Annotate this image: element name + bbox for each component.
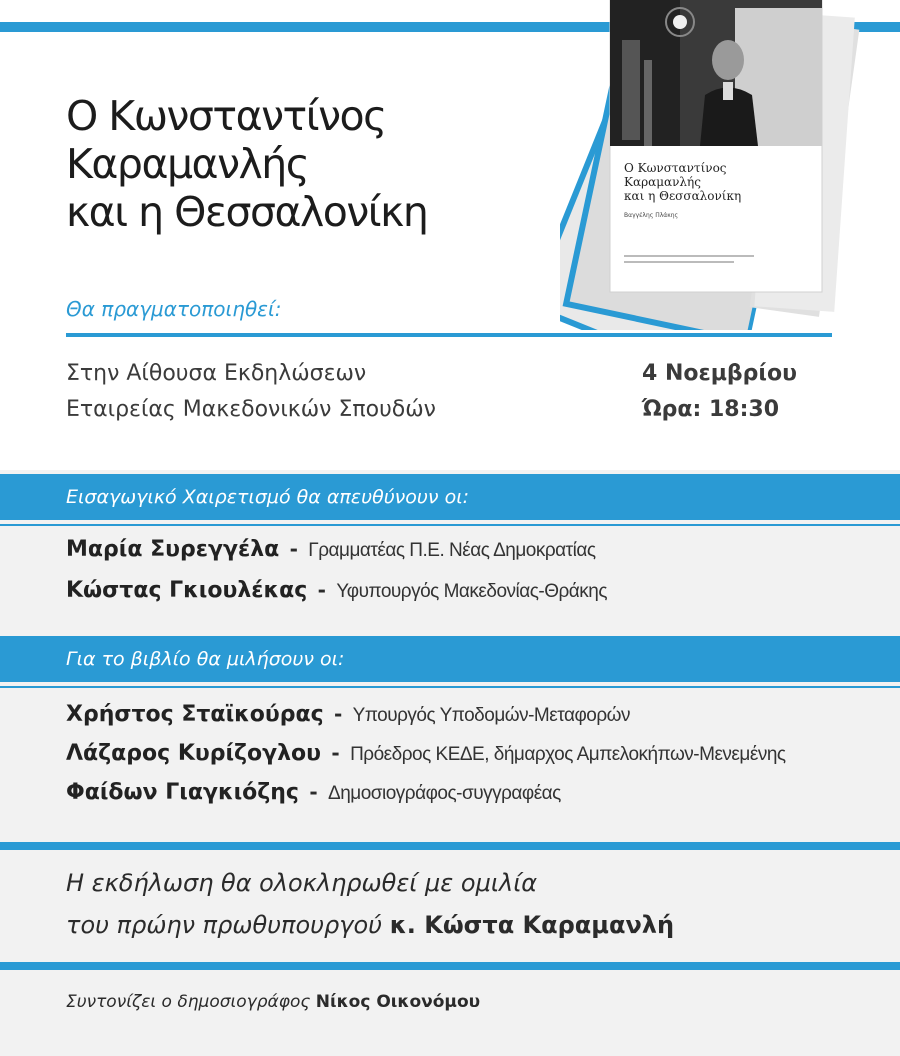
speakers-heading: Για το βιβλίο θα μιλήσουν οι: xyxy=(66,648,345,670)
svg-text:Ο Κωνσταντίνος: Ο Κωνσταντίνος xyxy=(624,161,727,175)
speaker-row xyxy=(66,741,786,766)
venue-place xyxy=(66,356,436,428)
closing-line-2 xyxy=(66,904,674,946)
speaker-row xyxy=(66,702,630,727)
title-line-3: και η Θεσσαλονίκη xyxy=(66,188,428,236)
greetings-heading: Εισαγωγικό Χαιρετισμό θα απευθύνουν οι: xyxy=(66,486,470,508)
greetings-band-line xyxy=(0,524,900,526)
person-role: Γραμματέας Π.Ε. Νέας Δημοκρατίας xyxy=(308,540,596,561)
greeter-row xyxy=(66,537,596,562)
moderator-line xyxy=(66,992,480,1012)
speaker-row xyxy=(66,780,561,805)
venue-line-2: Εταιρείας Μακεδονικών Σπουδών xyxy=(66,397,436,422)
event-date: 4 Νοεμβρίου xyxy=(642,361,797,386)
separator: - xyxy=(317,578,326,602)
moderator-name: Νίκος Οικονόμου xyxy=(315,992,481,1012)
book-cover-image xyxy=(560,0,900,330)
venue-line-1: Στην Αίθουσα Εκδηλώσεων xyxy=(66,361,367,386)
speakers-band xyxy=(0,636,900,682)
event-title xyxy=(66,92,586,236)
person-name: Λάζαρος Κυρίζογλου xyxy=(66,741,322,766)
closing-remarks xyxy=(66,862,674,946)
venue-heading: Θα πραγματοποιηθεί: xyxy=(66,297,282,321)
separator: - xyxy=(331,741,340,765)
person-role: Δημοσιογράφος-συγγραφέας xyxy=(328,783,561,804)
closing-line-2-prefix: του πρώην πρωθυπουργού xyxy=(66,911,383,939)
title-line-1: Ο Κωνσταντίνος xyxy=(66,92,386,140)
separator: - xyxy=(289,537,298,561)
person-name: Χρήστος Σταϊκούρας xyxy=(66,702,324,727)
separator: - xyxy=(309,780,318,804)
svg-text:Καραμανλής: Καραμανλής xyxy=(624,175,701,189)
greetings-band xyxy=(0,474,900,520)
separator: - xyxy=(333,702,343,726)
person-name: Κώστας Γκιουλέκας xyxy=(66,578,308,603)
closing-top-rule xyxy=(0,842,900,850)
title-line-2: Καραμανλής xyxy=(66,140,309,188)
person-name: Φαίδων Γιαγκιόζης xyxy=(66,780,299,805)
greeter-row xyxy=(66,578,607,603)
person-role: Υπουργός Υποδομών-Μεταφορών xyxy=(352,705,630,726)
svg-text:και η Θεσσαλονίκη: και η Θεσσαλονίκη xyxy=(624,189,742,203)
person-name: Μαρία Συρεγγέλα xyxy=(66,537,280,562)
person-role: Υφυπουργός Μακεδονίας-Θράκης xyxy=(336,581,608,602)
svg-text:Βαγγέλης Πλάκης: Βαγγέλης Πλάκης xyxy=(624,212,679,219)
closing-speaker-name: κ. Κώστα Καραμανλή xyxy=(389,911,675,939)
event-datetime xyxy=(642,356,797,428)
venue-rule xyxy=(66,333,832,337)
speakers-band-line xyxy=(0,686,900,688)
moderator-prefix: Συντονίζει ο δημοσιογράφος xyxy=(66,992,311,1012)
closing-bottom-rule xyxy=(0,962,900,970)
event-time: Ώρα: 18:30 xyxy=(642,397,780,422)
closing-line-1: Η εκδήλωση θα ολοκληρωθεί με ομιλία xyxy=(66,869,538,897)
person-role: Πρόεδρος ΚΕΔΕ, δήμαρχος Αμπελοκήπων-Μενεμένης xyxy=(350,744,786,765)
